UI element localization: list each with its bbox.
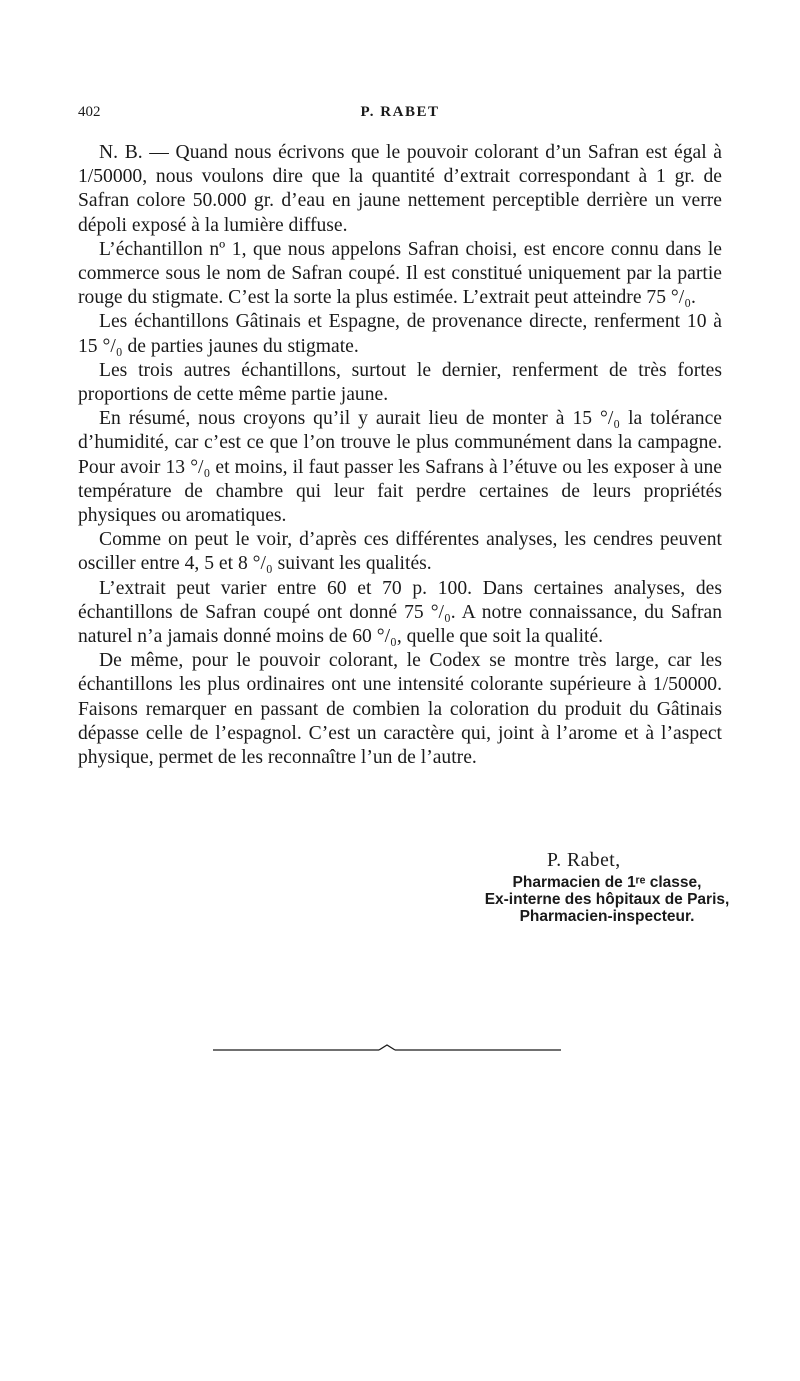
page-header bbox=[78, 104, 722, 128]
paragraph-extrait: L’extrait peut varier entre 60 et 70 p. 100. Dans certaines analyses, des échantillons de Safran coupé ont donné 75 °/₀. A notre connaissance, du Safran naturel n’a jamais donné moins de 60 °/₀, quelle que soit la qualité. bbox=[78, 577, 722, 648]
running-head: P. RABET bbox=[360, 104, 440, 120]
paragraph-gatinais-espagne: Les échantillons Gâtinais et Espagne, de provenance directe, renferment 10 à 15 °/₀ de parties jaunes du stigmate. bbox=[78, 311, 722, 357]
paragraph-trois-autres: Les trois autres échantillons, surtout le dernier, renferment de très fortes proportions de cette même partie jaune. bbox=[78, 359, 722, 406]
end-rule-ornament bbox=[213, 1043, 561, 1055]
paragraph-cendres: Comme on peut le voir, d’après ces différentes analyses, les cendres peuvent osciller entre 4, 5 et 8 °/₀ suivant les qualités. bbox=[78, 529, 722, 575]
paragraph-echantillon-1: L’échantillon nº 1, que nous appelons Safran choisi, est encore connu dans le commerce sous le nom de Safran coupé. Il est constitué uniquement par la partie rouge du stigmate. C’est la sorte la plus estimée. L’extrait peut atteindre 75 °/₀. bbox=[78, 238, 722, 309]
signature-title-1: Pharmacien de 1ʳᵉ classe, bbox=[512, 874, 702, 891]
signature-name: P. Rabet, bbox=[547, 850, 621, 871]
body-text bbox=[78, 141, 722, 770]
paragraph-nb: N. B. — Quand nous écrivons que le pouvoir colorant d’un Safran est égal à 1/50000, nous voulons dire que la quantité d’extrait correspondant à 1 gr. de Safran colore 50.000 gr. d’eau en jaune nettement perceptible derrière un verre dépoli exposé à la lumière diffuse. bbox=[78, 142, 722, 236]
paragraph-resume: En résumé, nous croyons qu’il y aurait lieu de monter à 15 °/₀ la tolérance d’humidité, car c’est ce que l’on trouve le plus communément dans la campagne. Pour avoir 13 °/₀ et moins, il faut passer les Safrans à l’étuve ou les exposer à une température de chambre qui leur fait perdre certaines de leurs propriétés physiques ou aromatiques. bbox=[78, 408, 722, 527]
paragraph-pouvoir-colorant: De même, pour le pouvoir colorant, le Codex se montre très large, car les échantillons les plus ordinaires ont une intensité colorante supérieure à 1/50000. Faisons remarquer en passant de combien la coloration du produit du Gâtinais dépasse celle de l’espagnol. C’est un caractère qui, joint à l’arome et à l’aspect physique, permet de les reconnaître l’un de l’autre. bbox=[78, 650, 722, 769]
signature-block bbox=[440, 848, 730, 925]
signature-title-3: Pharmacien-inspecteur. bbox=[519, 908, 695, 925]
page-number: 402 bbox=[78, 104, 101, 120]
signature-title-2: Ex-interne des hôpitaux de Paris, bbox=[484, 891, 730, 908]
